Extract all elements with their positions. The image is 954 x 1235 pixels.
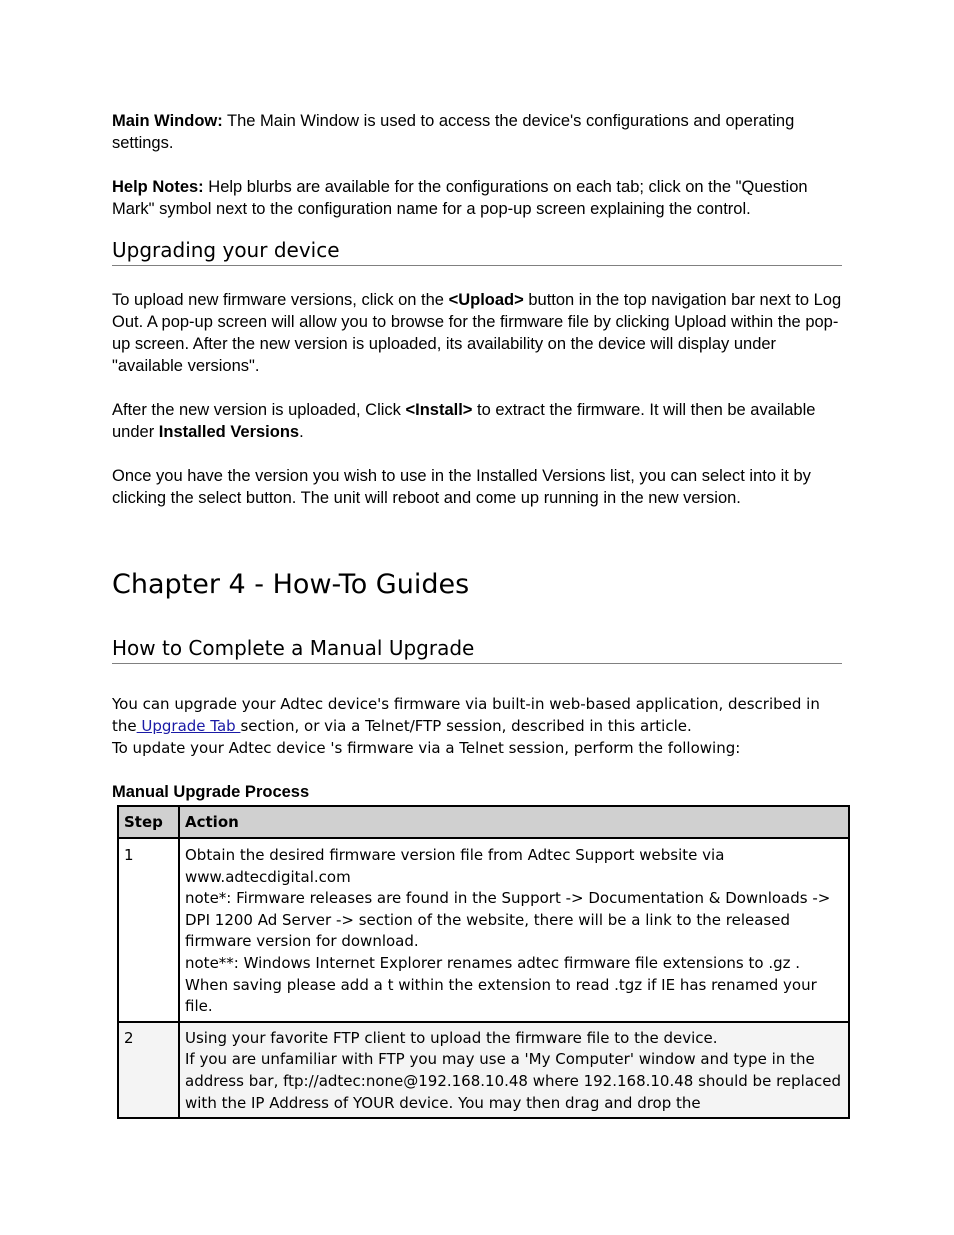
upload-text-c: button in the top navigation bar next to Log Out. A pop-up screen will allow you to browse for the firmware file by clicking Upload within the pop-up screen. After the new version is uploaded, its availability on the device will display under "available versions". (112, 291, 842, 375)
help-notes-text: Help blurbs are available for the configurations on each tab; click on the "Question Mark" symbol next to the configuration name for a pop-up screen explaining the control. (112, 178, 808, 218)
action-cell (179, 838, 849, 1022)
manual-upgrade-heading: How to Complete a Manual Upgrade (112, 635, 842, 664)
header-action: Action (179, 806, 849, 838)
install-text-e: . (299, 423, 304, 441)
step-cell: 2 (118, 1022, 179, 1118)
manual-intro-text-a: You can upgrade your Adtec device's firmware via built-in web-based application, described in the (112, 695, 820, 735)
upload-button-ref: <Upload> (448, 291, 524, 309)
table-row (118, 1022, 849, 1118)
install-text-a: After the new version is uploaded, Click (112, 401, 406, 419)
manual-upgrade-table (117, 805, 850, 1119)
install-button-ref: <Install> (405, 401, 473, 419)
table-header-row (118, 806, 849, 838)
upgrade-tab-link[interactable]: Upgrade Tab (136, 716, 241, 735)
upload-paragraph (112, 289, 842, 377)
installed-versions-ref: Installed Versions (158, 423, 300, 441)
chapter-title: Chapter 4 - How-To Guides (112, 569, 470, 600)
manual-intro-text-b: section, or via a Telnet/FTP session, described in this article. (240, 716, 692, 735)
telnet-paragraph: To update your Adtec device 's firmware via a Telnet session, perform the following: (112, 739, 741, 757)
header-step: Step (118, 806, 179, 838)
upgrading-heading: Upgrading your device (112, 237, 842, 266)
table-row (118, 838, 849, 1022)
help-notes-paragraph (112, 176, 842, 220)
action-line: If you are unfamiliar with FTP you may use a 'My Computer' window and type in the address bar, ftp://adtec:none@192.168.10.48 where 192.168.10.48 should be replaced with the IP Address of YOUR device. You may then drag and drop the (185, 1050, 842, 1112)
upload-text-a: To upload new firmware versions, click on the (112, 291, 449, 309)
main-window-label: Main Window: (112, 112, 223, 130)
action-cell (179, 1022, 849, 1118)
action-line: Obtain the desired firmware version file from Adtec Support website via www.adtecdigital.com (185, 846, 725, 886)
install-text-c: to extract the firmware. It will then be available under (112, 401, 816, 441)
select-paragraph: Once you have the version you wish to use in the Installed Versions list, you can select into it by clicking the select button. The unit will reboot and come up running in the new version. (112, 467, 811, 507)
step-cell: 1 (118, 838, 179, 1022)
main-window-text: The Main Window is used to access the device's configurations and operating settings. (112, 112, 795, 152)
main-window-paragraph (112, 110, 842, 154)
action-line: note*: Firmware releases are found in the Support -> Documentation & Downloads -> DPI 1200 Ad Server -> section of the website, there will be a link to the released firmware version for download. (185, 889, 831, 951)
process-title (112, 781, 842, 803)
help-notes-label: Help Notes: (112, 178, 204, 196)
process-title-text: Manual Upgrade Process (112, 783, 310, 801)
manual-intro-paragraph (112, 694, 842, 737)
action-line: note**: Windows Internet Explorer renames adtec firmware file extensions to .gz . When saving please add a t within the extension to read .tgz if IE has renamed your file. (185, 953, 817, 1016)
install-paragraph (112, 399, 842, 443)
action-line: Using your favorite FTP client to upload the firmware file to the device. (185, 1028, 718, 1047)
